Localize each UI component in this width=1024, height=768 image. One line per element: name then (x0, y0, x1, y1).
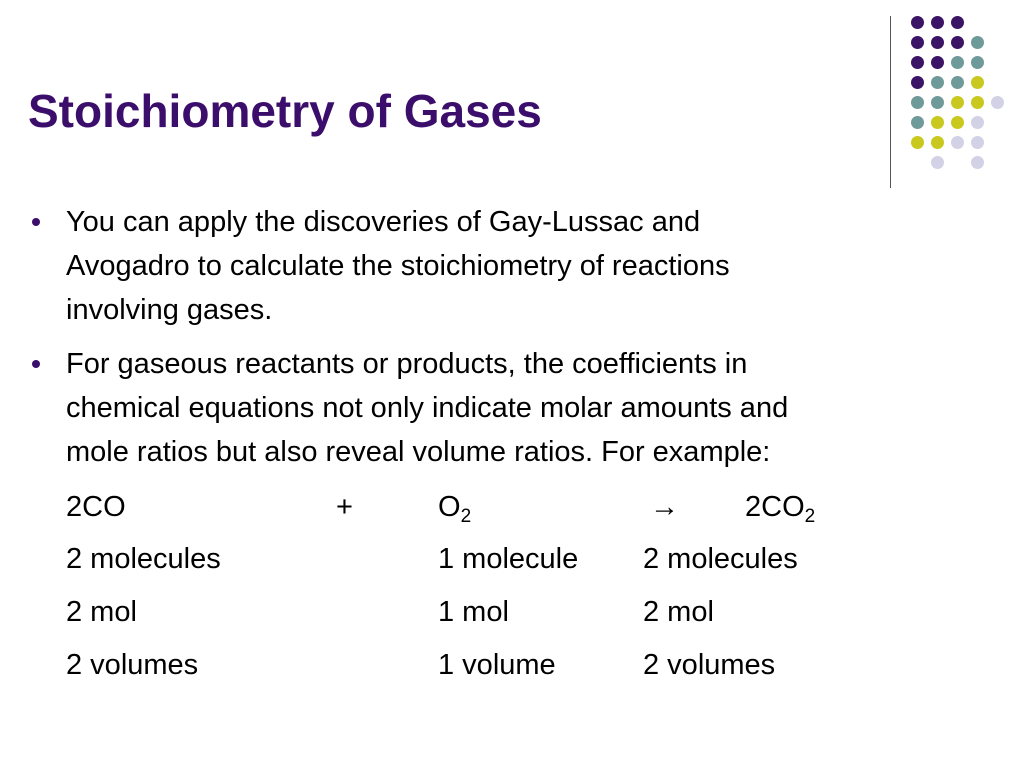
dot-lavender (951, 136, 964, 149)
dot-teal (911, 116, 924, 129)
dot-purple (931, 36, 944, 49)
ratio-cell: 1 molecule (438, 543, 579, 575)
dot-olive (971, 76, 984, 89)
dot-olive (951, 116, 964, 129)
dot-olive (951, 96, 964, 109)
ratio-cell: 2 molecules (643, 543, 798, 575)
dot-lavender (971, 136, 984, 149)
ratio-cell: 2 volumes (66, 649, 199, 681)
ratio-cell: 2 mol (643, 596, 714, 628)
ratio-cell: 2 molecules (66, 543, 221, 575)
dot-teal (911, 96, 924, 109)
bullet-line: You can apply the discoveries of Gay-Lussac and (66, 206, 701, 238)
bullet-line: chemical equations not only indicate molar amounts and (66, 392, 789, 424)
dot-teal (951, 56, 964, 69)
equation-reactant-co: 2CO (66, 491, 126, 523)
bullet-line: For gaseous reactants or products, the coefficients in (66, 348, 748, 380)
dot-purple (911, 36, 924, 49)
dot-purple (931, 56, 944, 69)
dot-teal (931, 76, 944, 89)
dot-teal (931, 96, 944, 109)
bullet-marker (32, 360, 40, 368)
dot-purple (931, 16, 944, 29)
equation-plus: + (336, 491, 353, 523)
bullet-line: involving gases. (66, 294, 273, 326)
dot-olive (911, 136, 924, 149)
bullet-line: mole ratios but also reveal volume ratios. For example: (66, 436, 771, 468)
bullet-line: Avogadro to calculate the stoichiometry of reactions (66, 250, 730, 282)
dot-olive (931, 136, 944, 149)
ratio-cell: 2 volumes (643, 649, 776, 681)
dot-teal (971, 36, 984, 49)
bullet-text (66, 342, 1006, 474)
ratio-cell: 1 mol (438, 596, 509, 628)
dot-olive (931, 116, 944, 129)
dot-purple (911, 56, 924, 69)
dot-lavender (971, 116, 984, 129)
dot-purple (951, 36, 964, 49)
dot-teal (971, 56, 984, 69)
bullet-text (66, 200, 1006, 332)
bullet-marker (32, 218, 40, 226)
dot-purple (911, 76, 924, 89)
dot-olive (971, 96, 984, 109)
equation-reactant-o2: $O_2$ (438, 491, 472, 527)
dot-purple (911, 16, 924, 29)
header-divider-line (890, 16, 891, 188)
dot-lavender (931, 156, 944, 169)
slide-title: Stoichiometry of Gases (28, 85, 542, 137)
equation-arrow: → (650, 491, 679, 523)
dot-teal (951, 76, 964, 89)
ratio-cell: 2 mol (66, 596, 137, 628)
dot-lavender (971, 156, 984, 169)
dot-purple (951, 16, 964, 29)
ratio-cell: 1 volume (438, 649, 556, 681)
equation-product-co2: $2CO_2$ (745, 491, 816, 527)
dot-lavender (991, 96, 1004, 109)
